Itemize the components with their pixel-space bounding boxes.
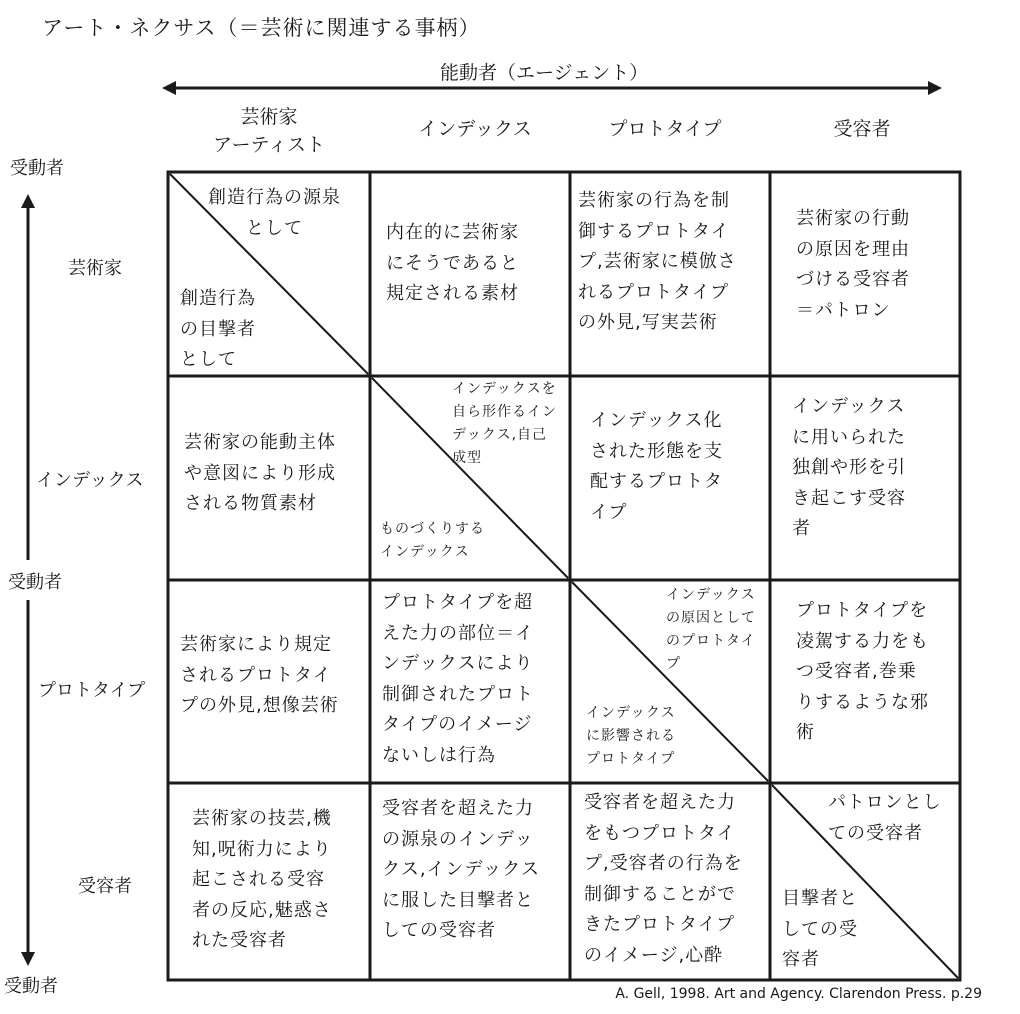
- cell-index-recipient: インデックス に用いられた 独創や形を引 き起こす受容 者: [792, 396, 906, 540]
- column-header-artist: 芸術家 アーティスト: [213, 106, 325, 156]
- cell-artist-artist-lower: 創造行為 の目撃者 として: [180, 288, 256, 371]
- patient-label-bottom: 受動者: [4, 976, 58, 997]
- agent-axis-label: 能動者（エージェント）: [440, 62, 649, 84]
- cell-index-artist: 芸術家の能動主体 や意図により形成 される物質素材: [184, 432, 336, 515]
- patient-label-top: 受動者: [10, 158, 64, 179]
- cell-recipient-prototype: 受容者を超えた力 をもつプロトタイ プ,受容者の行為を 制御することがで きたプロトタイプ のイメージ,心酔: [584, 792, 743, 966]
- row-header-index: インデックス: [36, 470, 144, 491]
- patient-label-middle: 受動者: [8, 572, 62, 593]
- cell-artist-index: 内在的に芸術家 にそうであると 規定される素材: [386, 222, 519, 305]
- row-header-artist: 芸術家: [68, 258, 122, 279]
- cell-prototype-artist: 芸術家により規定 されるプロトタイ プの外見,想像芸術: [180, 634, 339, 717]
- column-header-prototype: プロトタイプ: [608, 118, 722, 140]
- cell-artist-recipient: 芸術家の行動 の原因を理由 づける受容者 ＝パトロン: [796, 208, 910, 321]
- cell-artist-prototype: 芸術家の行為を制 御するプロトタイ プ,芸術家に模倣さ れるプロトタイプ の外見,写実芸術: [578, 190, 737, 334]
- row-header-recipient: 受容者: [78, 876, 132, 897]
- cell-recipient-recipient-upper: パトロンとし ての受容者: [828, 792, 942, 844]
- row-header-prototype: プロトタイプ: [38, 680, 146, 701]
- citation: A. Gell, 1998. Art and Agency. Clarendon Press. p.29: [615, 986, 982, 1002]
- cell-index-index-lower: ものづくりする インデックス: [380, 521, 485, 561]
- cell-prototype-recipient: プロトタイプを 凌駕する力をも つ受容者,巻乗 りするような邪 術: [796, 600, 929, 744]
- cell-artist-artist-upper: 創造行為の源泉 として: [208, 187, 341, 239]
- column-header-index: インデックス: [418, 118, 532, 140]
- cell-prototype-prototype-lower: インデックス に影響される プロトタイプ: [586, 705, 676, 768]
- cell-recipient-index: 受容者を超えた力 の源泉のインデッ クス,インデックス に服した目撃者と しての受容者: [382, 798, 541, 942]
- cell-index-index-upper: インデックスを 自ら形作るイン デックス,自己 成型: [452, 381, 557, 467]
- cell-recipient-artist: 芸術家の技芸,機 知,呪術力により 起こされる受容 者の反応,魅惑さ れた受容者: [192, 808, 332, 952]
- cell-prototype-index: プロトタイプを超 えた力の部位＝イ ンデックスにより 制御されたプロト タイプのイメージ ないしは行為: [382, 592, 534, 766]
- column-header-recipient: 受容者: [833, 118, 891, 140]
- cell-recipient-recipient-lower: 目撃者と しての受 容者: [782, 888, 858, 971]
- cell-index-prototype: インデックス化 された形態を支 配するプロトタ イプ: [590, 410, 723, 523]
- cell-prototype-prototype-upper: インデックス の原因として のプロトタイ プ: [666, 587, 756, 673]
- diagram-title: アート・ネクサス（＝芸術に関連する事柄）: [42, 16, 481, 40]
